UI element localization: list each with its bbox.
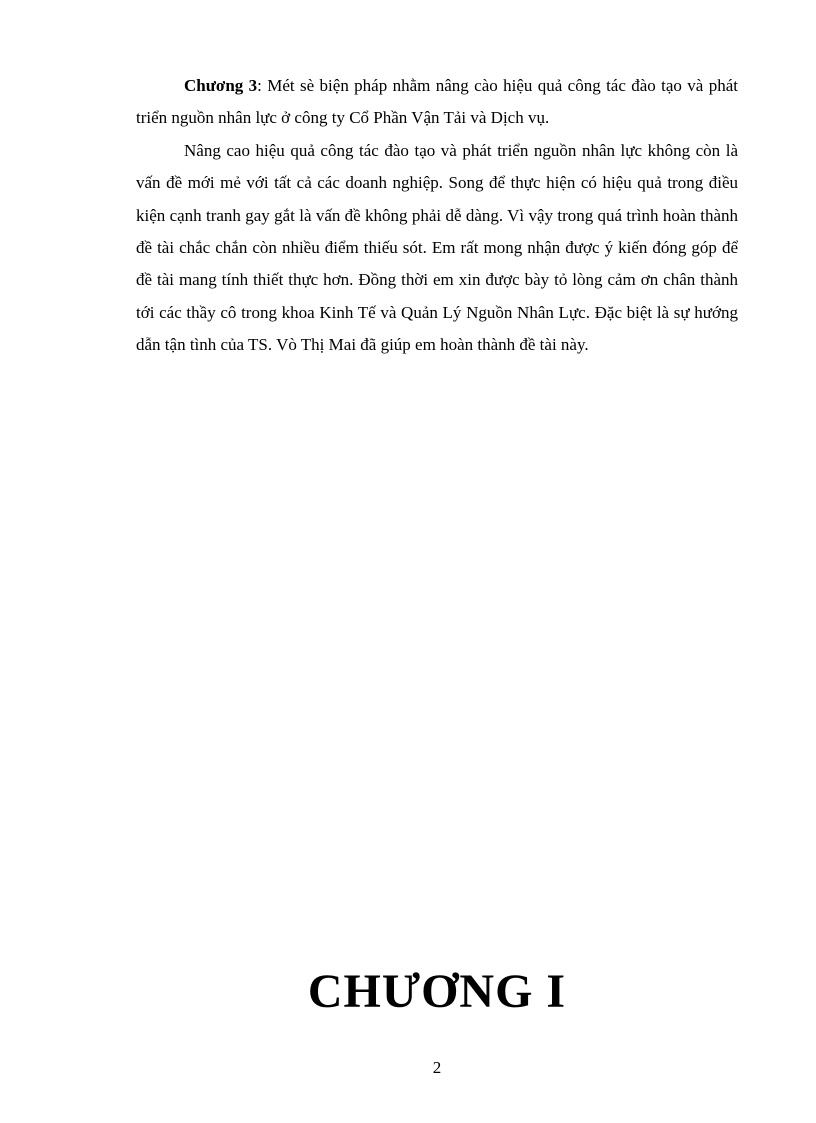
paragraph-lead: Chương 3 [184,76,258,95]
chapter-heading: CHƯƠNG I [307,965,567,1018]
paragraph-chapter-3 [136,70,738,135]
paragraph-text: Nâng cao hiệu quả công tác đào tạo và phát triển nguồn nhân lực không còn là vấn đề mới mẻ với tất cả các doanh nghiệp. Song để thực hiện có hiệu quả trong điều kiện cạnh tranh gay gắt là vấn đề không phải dễ dàng. Vì vậy trong quá trình hoàn thành đề tài chắc chắn còn nhiều điểm thiếu sót. Em rất mong nhận được ý kiến đóng góp để đề tài mang tính thiết thực hơn. Đồng thời em xin được bày tỏ lòng cảm ơn chân thành tới các thầy cô trong khoa Kinh Tế và Quản Lý Nguồn Nhân Lực. Đặc biệt là sự hướng dẫn tận tình của TS. Vò Thị Mai đã giúp em hoàn thành đề tài này. [136,140,738,355]
page-number: 2 [432,1058,442,1077]
paragraph-conclusion [136,135,738,362]
paragraph-text: : Mét sè biện pháp nhằm nâng cào hiệu quả công tác đào tạo và phát triển nguồn nhân lực ở công ty Cổ Phần Vận Tải và Dịch vụ. [136,76,738,128]
body-text [136,70,738,362]
